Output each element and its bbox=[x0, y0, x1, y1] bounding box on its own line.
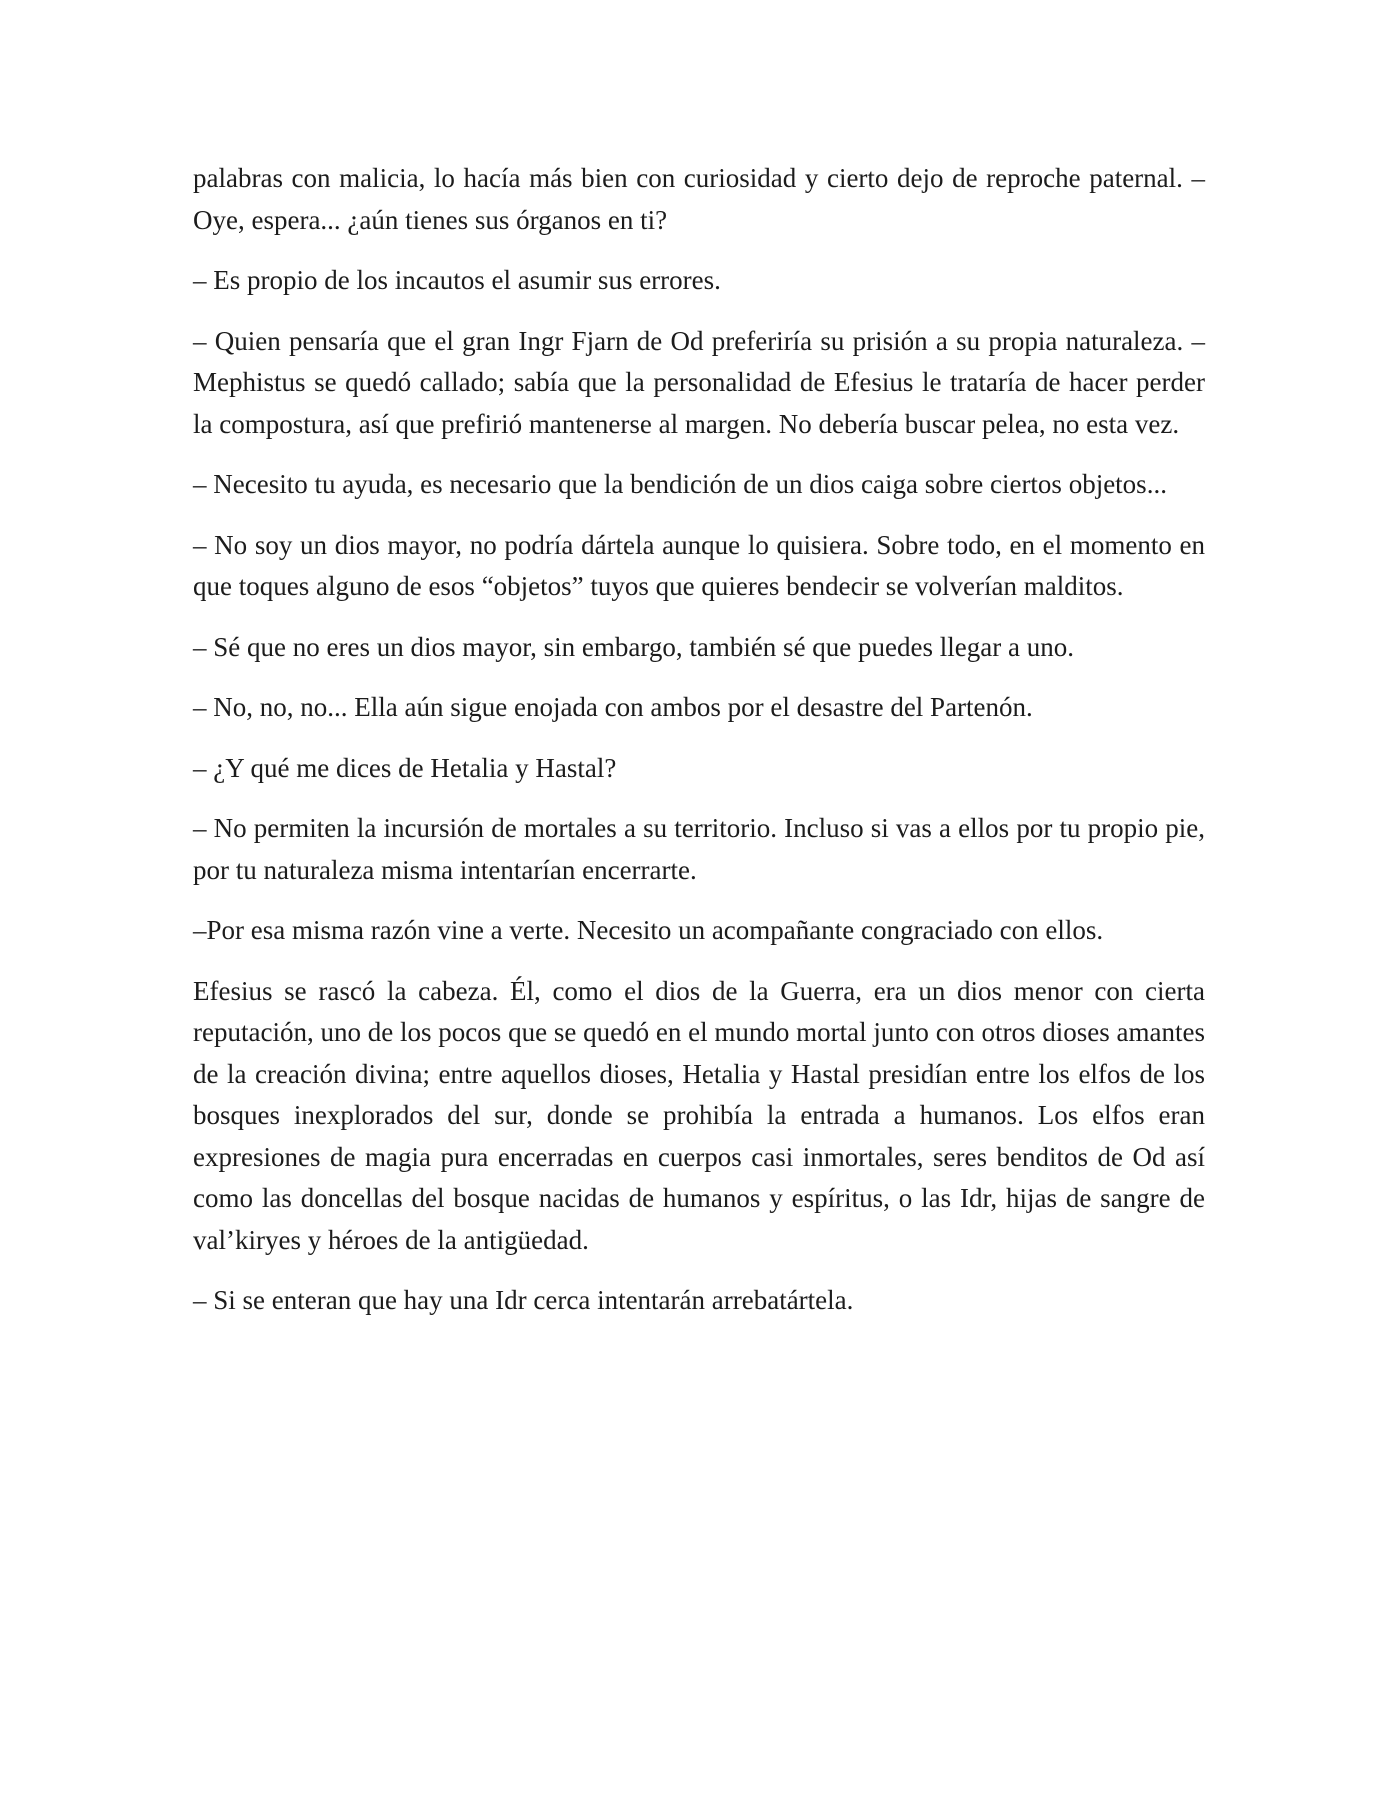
paragraph-10: –Por esa misma razón vine a verte. Necesito un acompañante congraciado con ellos. bbox=[193, 915, 1104, 945]
paragraph-11: Efesius se rascó la cabeza. Él, como el dios de la Guerra, era un dios menor con cierta reputación, uno de los pocos que se quedó en el mundo mortal junto con otros dioses amantes de la creación divina; entre aquellos dioses, Hetalia y Hastal presidían entre los elfos de los bosques inexplorados del sur, donde se prohibía la entrada a humanos. Los elfos eran expresiones de magia pura encerradas en cuerpos casi inmortales, seres benditos de Od así como las doncellas del bosque nacidas de humanos y espíritus, o las Idr, hijas de sangre de val’kiryes y héroes de la antigüedad. bbox=[193, 975, 1205, 1255]
paragraph-8: – ¿Y qué me dices de Hetalia y Hastal? bbox=[193, 752, 617, 783]
paragraph-4: – Necesito tu ayuda, es necesario que la bendición de un dios caiga sobre ciertos objetos... bbox=[193, 469, 1167, 499]
paragraph-9: – No permiten la incursión de mortales a su territorio. Incluso si vas a ellos por tu propio pie, por tu naturaleza misma intentarían encerrarte. bbox=[193, 813, 1205, 885]
paragraph-5: – No soy un dios mayor, no podría dártela aunque lo quisiera. Sobre todo, en el momento en que toques alguno de esos “objetos” tuyos que quieres bendecir se volverían malditos. bbox=[193, 529, 1205, 601]
paragraph-2: – Es propio de los incautos el asumir sus errores. bbox=[193, 265, 721, 295]
paragraph-12: – Si se enteran que hay una Idr cerca intentarán arrebatártela. bbox=[193, 1285, 854, 1315]
paragraph-7: – No, no, no... Ella aún sigue enojada con ambos por el desastre del Partenón. bbox=[193, 692, 1033, 722]
paragraph-1: palabras con malicia, lo hacía más bien con curiosidad y cierto dejo de reproche paternal. –Oye, espera... ¿aún tienes sus órganos en ti? bbox=[193, 163, 1205, 235]
paragraph-6: – Sé que no eres un dios mayor, sin embargo, también sé que puedes llegar a uno. bbox=[193, 631, 1074, 662]
paragraph-3: – Quien pensaría que el gran Ingr Fjarn de Od preferiría su prisión a su propia naturaleza. –Mephistus se quedó callado; sabía que la personalidad de Efesius le trataría de hacer perder la compostura, así que prefirió mantenerse al margen. No debería buscar pelea, no esta vez. bbox=[193, 325, 1205, 439]
document-page bbox=[193, 158, 1205, 1341]
